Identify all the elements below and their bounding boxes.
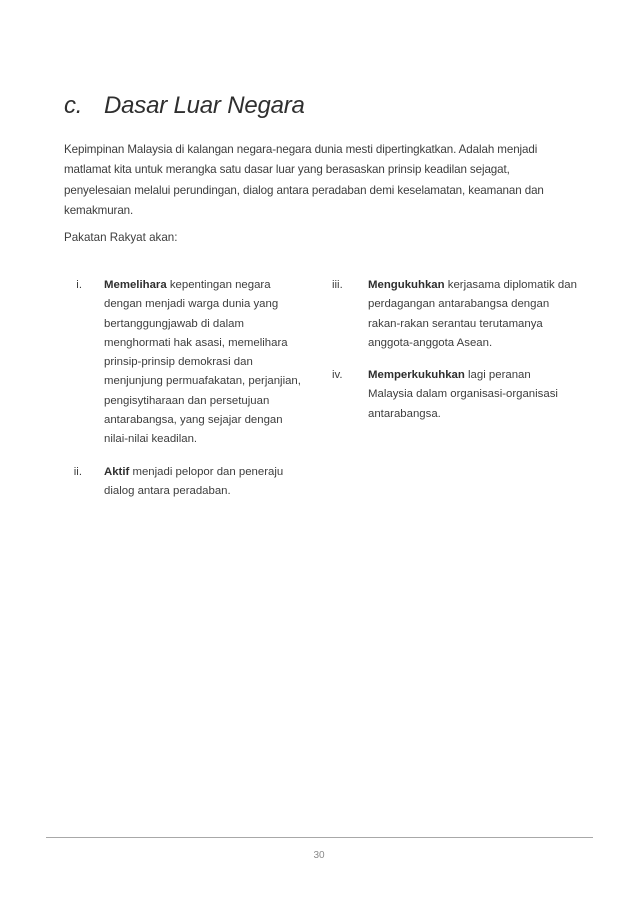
- item-number: ii.: [73, 465, 82, 478]
- list-column-right: [332, 276, 577, 437]
- section-letter: c.: [64, 92, 83, 119]
- item-number: iii.: [332, 279, 343, 291]
- list-item: [332, 276, 577, 353]
- intro-paragraph: Kepimpinan Malaysia di kalangan negara-negara dunia mesti dipertingkatkan. Adalah menjadi matlamat kita untuk merangka satu dasar luar yang berasaskan prinsip keadilan sejagat, penyelesaian melalui perundingan, dialog antara peradaban demi keselamatan, keamanan dan kemakmuran.: [64, 143, 544, 218]
- section-heading: [64, 92, 305, 120]
- item-text: [368, 276, 577, 353]
- list-item: [332, 366, 577, 424]
- footer-divider: [46, 837, 593, 838]
- item-body: lagi peranan Malaysia dalam organisasi-organisasi antarabangsa.: [368, 369, 558, 420]
- section-title: Dasar Luar Negara: [104, 92, 305, 119]
- list-column-left: [64, 276, 304, 514]
- item-keyword: Mengukuhkan: [368, 279, 445, 291]
- item-body: kepentingan negara dengan menjadi warga dunia yang bertanggungjawab di dalam menghormati hak asasi, memelihara prinsip-prinsip demokrasi dan menjunjung permuafakatan, perjanjian, pengisytiharaan dan persetujuan antarabangsa, yang sejajar dengan nilai-nilai keadilan.: [104, 279, 301, 446]
- item-keyword: Memperkukuhkan: [368, 369, 465, 382]
- list-item: [64, 276, 304, 450]
- lead-paragraph: Pakatan Rakyat akan:: [64, 231, 178, 244]
- list-item: [64, 463, 304, 502]
- item-text: [104, 463, 304, 502]
- item-number: iv.: [332, 369, 343, 382]
- item-body: menjadi pelopor dan peneraju dialog antara peradaban.: [104, 465, 284, 497]
- item-body: kerjasama diplomatik dan perdagangan antarabangsa dengan rakan-rakan serantau terutamanya anggota-anggota Asean.: [368, 279, 577, 349]
- item-text: [368, 366, 577, 424]
- item-keyword: Memelihara: [104, 279, 167, 291]
- item-keyword: Aktif: [104, 465, 130, 478]
- item-number: i.: [76, 279, 82, 291]
- item-text: [104, 276, 304, 450]
- page-number: 30: [313, 850, 325, 861]
